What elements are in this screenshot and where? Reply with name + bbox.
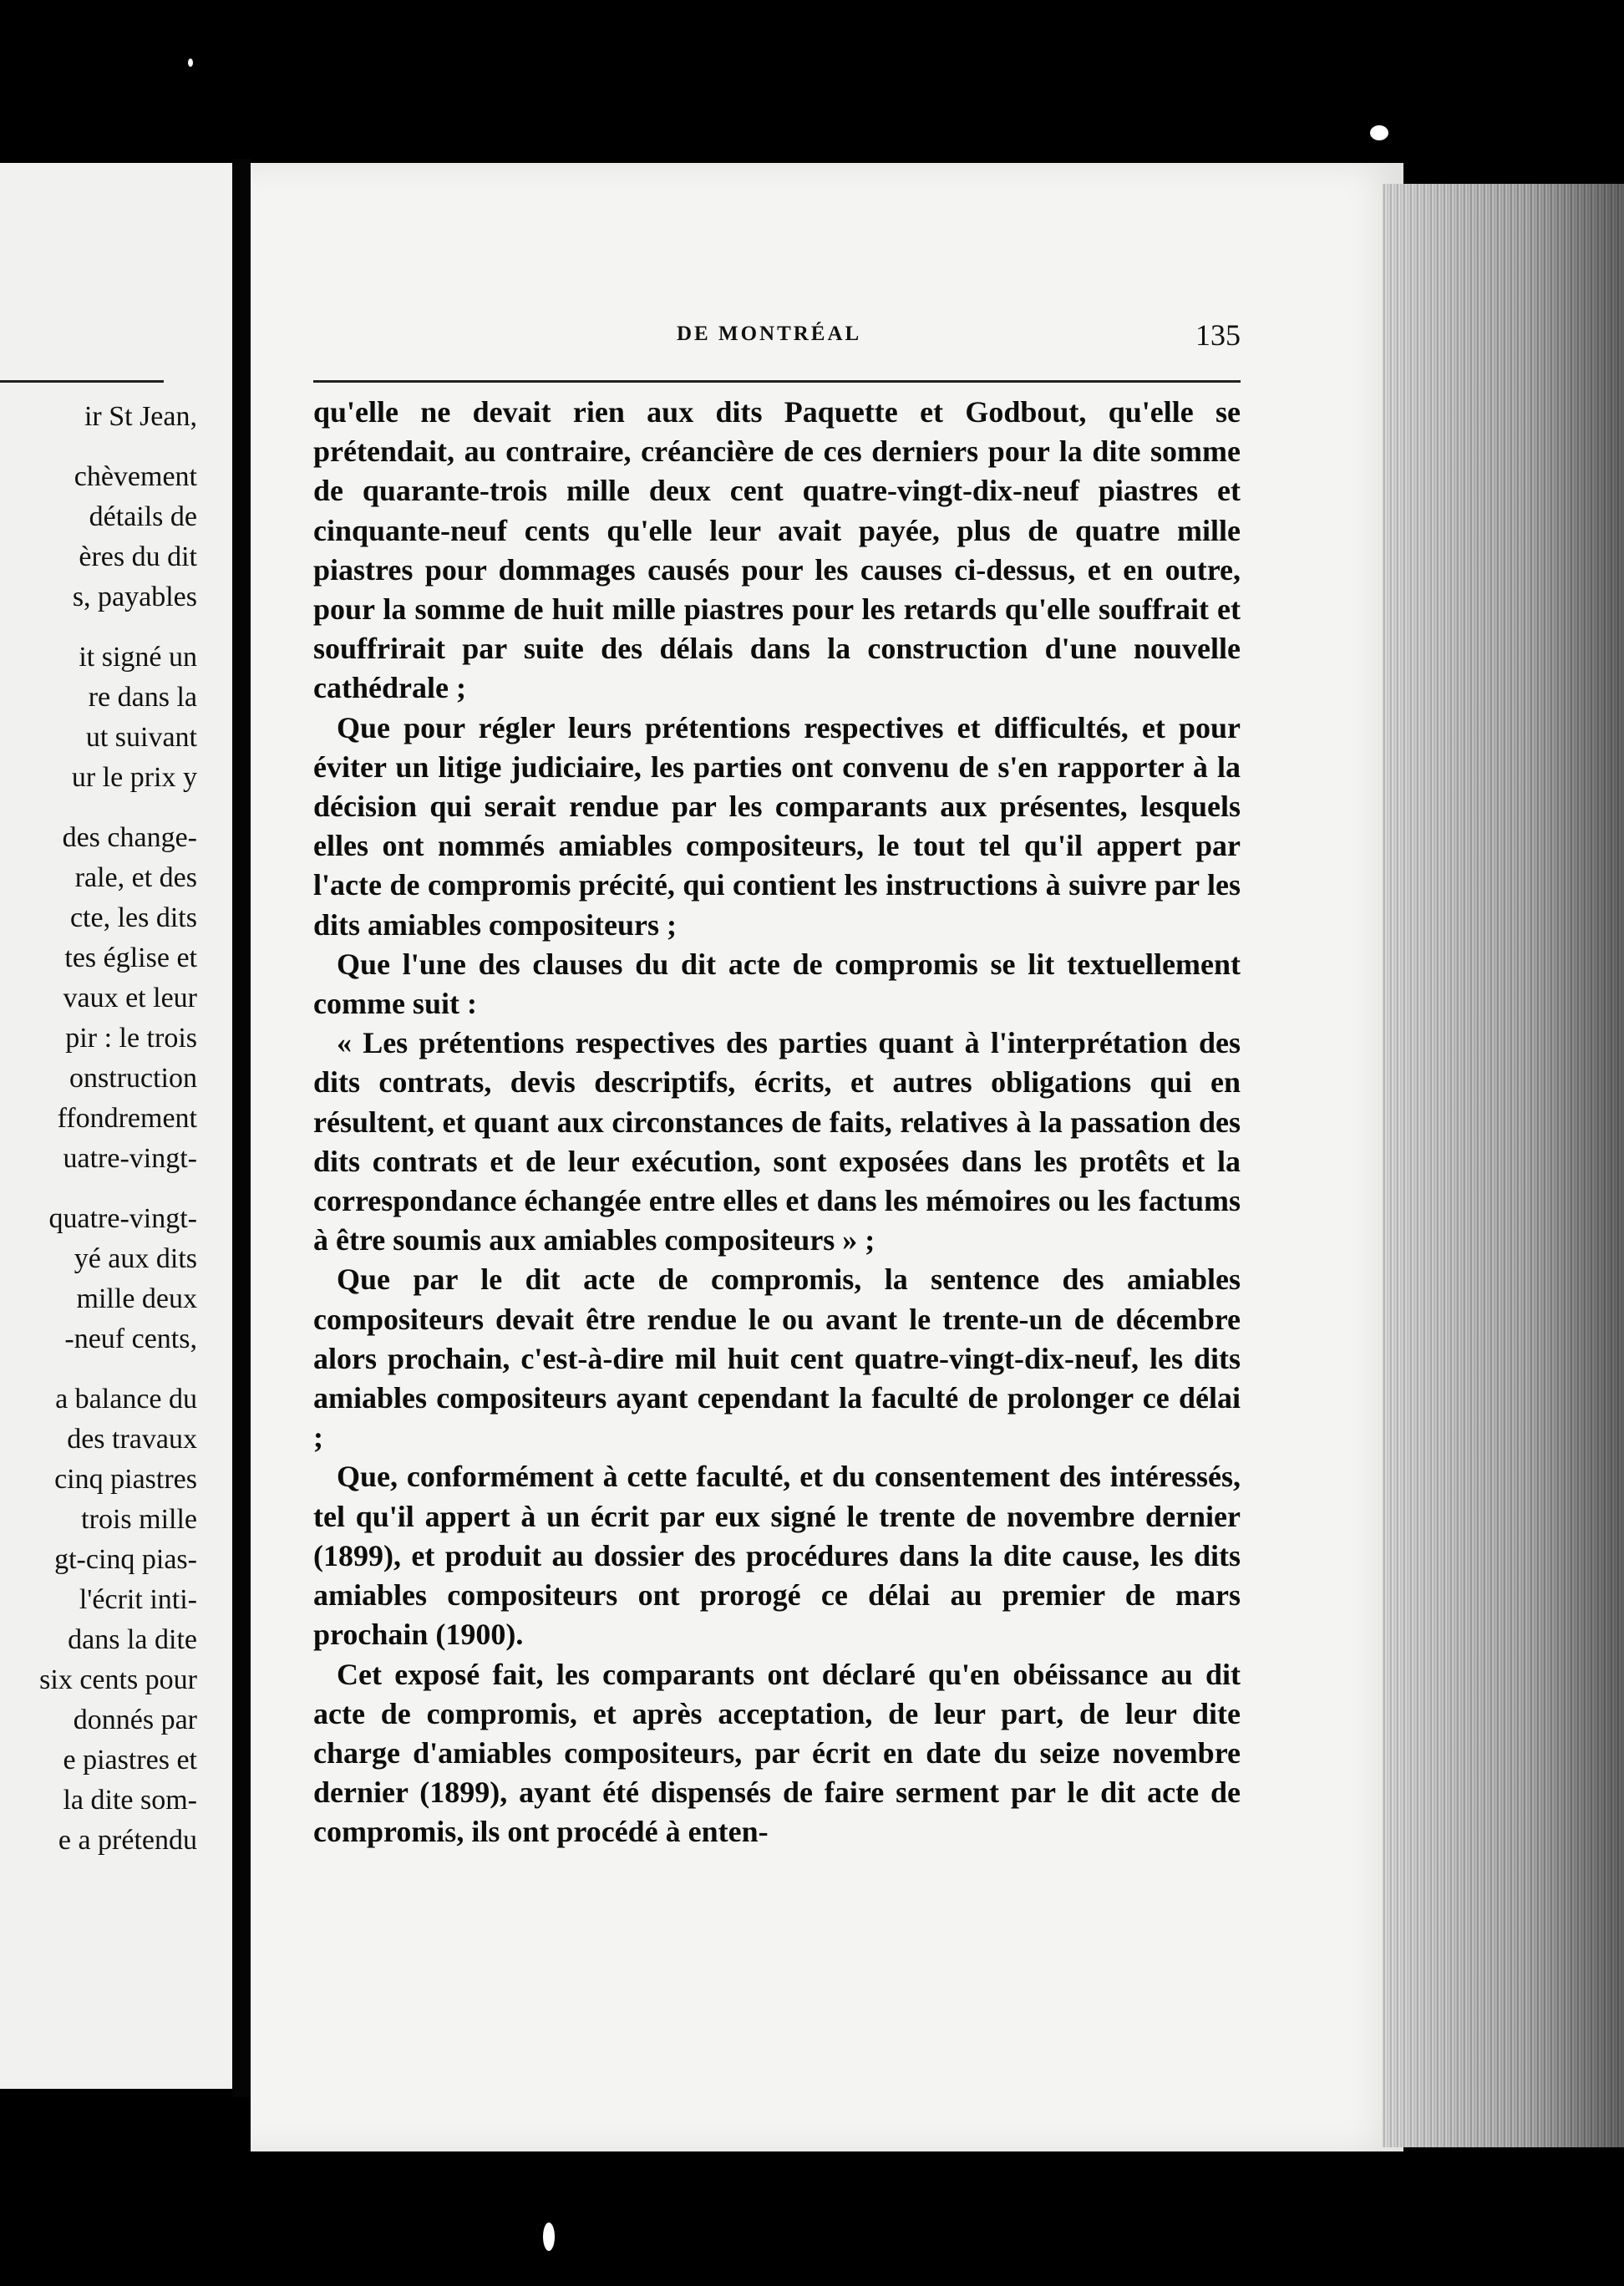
paragraph-gap [0, 798, 197, 818]
left-page [0, 163, 232, 2089]
paragraph: Que, conformément à cette faculté, et du consentement des intéressés, tel qu'il appert à un écrit par eux signé le trente de novembre dernier (1899), et produit au dossier des procédures dans la dite cause, les dits amiables compositeurs ont prorogé ce délai au premier de mars prochain (1900). [313, 1460, 1241, 1652]
left-page-line: l'écrit inti- [79, 1584, 197, 1615]
left-page-line: cinq piastres [54, 1464, 197, 1495]
left-page-text [0, 397, 197, 1861]
paragraph-gap [0, 437, 197, 457]
left-page-header-rule [0, 380, 164, 383]
paragraph: Cet exposé fait, les comparants ont déclaré qu'en obéissance au dit acte de compromis, et après acceptation, de leur part, de leur dite charge d'amiables compositeurs, par écrit en date du seize novembre dernier (1899), ayant été dispensés de faire serment par le dit acte de compromis, ils ont procédé à enten- [313, 1657, 1241, 1849]
book-gutter [232, 159, 251, 2097]
running-head: DE MONTRÉAL [677, 323, 862, 345]
left-page-line: des travaux [67, 1424, 197, 1455]
left-page-line: ffondrement [57, 1103, 197, 1134]
left-page-line: yé aux dits [74, 1243, 197, 1274]
paragraph-gap [0, 1359, 197, 1379]
left-page-line: pir : le trois [65, 1023, 197, 1054]
paragraph: qu'elle ne devait rien aux dits Paquette et Godbout, qu'elle se prétendait, au contraire, créancière de ces derniers pour la dite somme de quarante-trois mille deux cent quatre-vingt-dix-neuf piastres et cinquante-neuf cents qu'elle leur avait payée, plus de quatre mille piastres pour dommages causés pour les causes ci-dessus, et en outre, pour la somme de huit mille piastres pour les retards qu'elle souffrait et souffrirait par suite des délais dans la construction d'une nouvelle cathédrale ; [313, 395, 1241, 705]
left-page-line: it signé un [79, 642, 197, 673]
left-page-line: trois mille [81, 1504, 197, 1535]
left-page-line: chèvement [74, 461, 197, 492]
left-page-line: mille deux [76, 1283, 197, 1314]
page-header [317, 318, 1241, 359]
left-page-line: détails de [89, 501, 197, 532]
left-page-line: tes église et [64, 942, 197, 973]
left-page-line: dans la dite [68, 1624, 197, 1655]
left-page-line: ur le prix y [71, 762, 197, 793]
paragraph: Que pour régler leurs prétentions respectives et difficultés, et pour éviter un litige judiciaire, les parties ont convenu de s'en rapporter à la décision qui serait rendue par les comparants aux présentes, lesquels elles ont nommés amiables compositeurs, le tout tel qu'il appert par l'acte de compromis précité, qui contient les instructions à suivre par les dits amiables compositeurs ; [313, 710, 1241, 942]
left-page-line: ères du dit [79, 541, 197, 572]
left-page-line: vaux et leur [63, 983, 197, 1013]
left-page-line: six cents pour [39, 1664, 197, 1695]
left-page-line: donnés par [73, 1704, 197, 1735]
left-page-line: e a prétendu [58, 1825, 197, 1856]
book-page-edges [1383, 184, 1624, 2147]
left-page-line: a balance du [55, 1384, 197, 1415]
left-page-line: quatre-vingt- [48, 1203, 197, 1234]
left-page-line: la dite som- [63, 1785, 197, 1816]
left-page-line: uatre-vingt- [63, 1143, 197, 1174]
dust-speck [543, 2222, 555, 2251]
dust-speck [1370, 125, 1388, 140]
dust-speck [188, 58, 193, 67]
left-page-line: e piastres et [63, 1745, 197, 1775]
left-page-line: ut suivant [85, 722, 197, 753]
header-rule [313, 380, 1241, 383]
left-page-line: rale, et des [74, 862, 197, 893]
left-page-line: cte, les dits [69, 902, 197, 933]
paragraph: Que l'une des clauses du dit acte de compromis se lit textuellement comme suit : [313, 947, 1241, 1021]
quoted-clause: « Les prétentions respectives des parties quant à l'interprétation des dits contrats, devis descriptifs, écrits, et autres obligations qui en résultent, et quant aux circonstances de faits, relatives à la passation des dits contrats et de leur exécution, sont exposées dans les protêts et la correspondance échangée entre elles et dans les mémoires ou les factums à être soumis aux amiables compositeurs » ; [313, 1026, 1241, 1257]
paragraph: Que par le dit acte de compromis, la sentence des amiables compositeurs devait être rendue le ou avant le trente-un de décembre alors prochain, c'est-à-dire mil huit cent quatre-vingt-dix-neuf, les dits amiables compositeurs ayant cependant la faculté de prolonger ce délai ; [313, 1262, 1241, 1455]
paragraph-gap [0, 1179, 197, 1199]
left-page-line: des change- [62, 822, 197, 853]
page-body [313, 393, 1241, 1852]
left-page-line: s, payables [72, 582, 197, 612]
left-page-line: -neuf cents, [64, 1323, 197, 1354]
left-page-line: ir St Jean, [84, 401, 197, 432]
page-number: 135 [1195, 318, 1241, 352]
left-page-line: gt-cinq pias- [54, 1544, 197, 1575]
left-page-line: re dans la [88, 682, 197, 713]
left-page-line: onstruction [69, 1063, 197, 1094]
paragraph-gap [0, 617, 197, 638]
